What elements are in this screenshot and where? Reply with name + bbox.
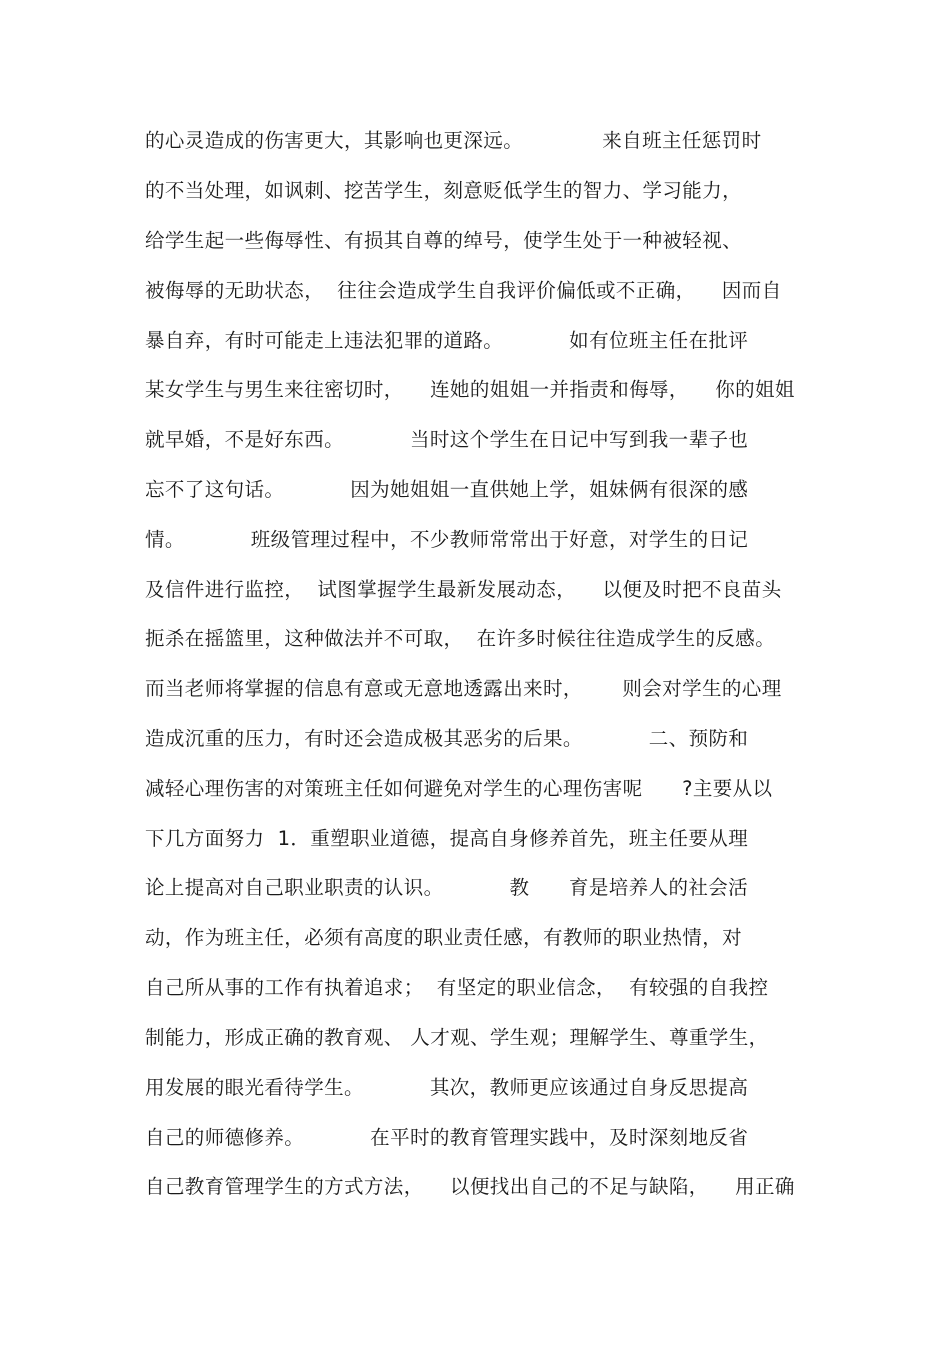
text-line: 某女学生与男生来往密切时， 连她的姐姐一并指责和侮辱， 你的姐姐 [145, 378, 795, 401]
text-line: 情。 班级管理过程中，不少教师常常出于好意，对学生的日记 [145, 528, 749, 551]
text-line: 而当老师将掌握的信息有意或无意地透露出来时， 则会对学生的心理 [145, 677, 782, 700]
text-line: 自己所从事的工作有执着追求； 有坚定的职业信念， 有较强的自我控 [145, 976, 769, 999]
text-line: 及信件进行监控， 试图掌握学生最新发展动态， 以便及时把不良苗头 [145, 578, 782, 601]
text-line: 动，作为班主任，必须有高度的职业责任感，有教师的职业热情，对 [145, 926, 743, 949]
text-line: 扼杀在摇篮里，这种做法并不可取， 在许多时候往往造成学生的反感。 [145, 627, 776, 650]
text-line: 用发展的眼光看待学生。 其次，教师更应该通过自身反思提高 [145, 1076, 749, 1099]
text-line: 自己教育管理学生的方式方法， 以便找出自己的不足与缺陷， 用正确 [145, 1175, 795, 1198]
text-line: 论上提高对自己职业职责的认识。 教 育是培养人的社会活 [145, 876, 749, 899]
text-line: 减轻心理伤害的对策班主任如何避免对学生的心理伤害呢 ?主要从以 [145, 777, 773, 800]
text-line: 给学生起一些侮辱性、有损其自尊的绰号，使学生处于一种被轻视、 [145, 229, 743, 252]
text-line: 下几方面努力 1．重塑职业道德，提高自身修养首先，班主任要从理 [145, 827, 749, 850]
text-line: 被侮辱的无助状态， 往往会造成学生自我评价偏低或不正确， 因而自 [145, 279, 782, 302]
text-line: 就早婚，不是好东西。 当时这个学生在日记中写到我一辈子也 [145, 428, 749, 451]
text-line: 制能力，形成正确的教育观、 人才观、学生观；理解学生、尊重学生， [145, 1026, 769, 1049]
text-line: 暴自弃，有时可能走上违法犯罪的道路。 如有位班主任在批评 [145, 329, 749, 352]
text-line: 的心灵造成的伤害更大，其影响也更深远。 来自班主任惩罚时 [145, 129, 762, 152]
text-line: 自己的师德修养。 在平时的教育管理实践中，及时深刻地反省 [145, 1126, 749, 1149]
text-line: 的不当处理，如讽刺、挖苦学生，刻意贬低学生的智力、学习能力， [145, 179, 743, 202]
text-line: 造成沉重的压力，有时还会造成极其恶劣的后果。 二、预防和 [145, 727, 749, 750]
text-line: 忘不了这句话。 因为她姐姐一直供她上学，姐妹俩有很深的感 [145, 478, 749, 501]
